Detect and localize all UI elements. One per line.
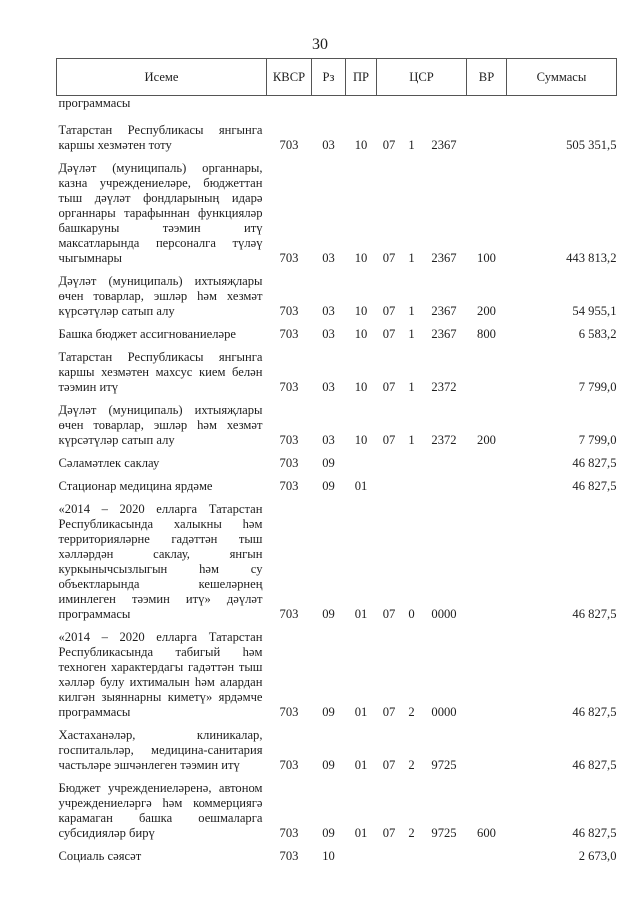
cell-name: Татарстан Республикасы янгынга каршы хезмәтен тоту (58, 123, 263, 152)
table-row (57, 773, 617, 841)
cell-csr1 (377, 96, 402, 112)
cell-csr1: 07 (382, 327, 396, 341)
table-row (57, 448, 617, 471)
cell-rz: 03 (322, 138, 335, 152)
cell-pr: 01 (354, 705, 368, 719)
cell-csr1: 07 (382, 138, 396, 152)
cell-sum: 443 813,2 (566, 251, 617, 265)
cell-kvsr: 703 (279, 456, 299, 470)
cell-csr3 (422, 841, 467, 864)
cell-rz: 03 (322, 304, 335, 318)
cell-pr: 10 (354, 138, 368, 152)
cell-csr1: 07 (382, 607, 396, 621)
cell-name: Башка бюджет ассигнованиеләре (58, 327, 236, 341)
cell-csr3: 9725 (431, 826, 457, 840)
table-row (57, 720, 617, 773)
cell-sum: 54 955,1 (572, 304, 617, 318)
cell-name: Хастаханәләр, клиникалар, госпитальләр, медицина-санитария частьләре эшчәнлеген тәэмин итү (58, 728, 263, 772)
cell-vr: 100 (477, 251, 496, 265)
cell-name: Стационар медицина ярдәме (58, 479, 213, 493)
cell-csr3 (422, 96, 467, 112)
cell-sum: 46 827,5 (572, 705, 617, 719)
cell-csr1: 07 (382, 304, 396, 318)
cell-csr2: 2 (408, 826, 415, 840)
table-row (57, 395, 617, 448)
table-header (57, 59, 617, 96)
budget-table (56, 58, 617, 864)
cell-sum: 7 799,0 (578, 380, 617, 394)
cell-csr3: 2372 (431, 433, 457, 447)
cell-rz: 09 (322, 479, 335, 493)
page-number: 30 (312, 36, 328, 53)
cell-csr2: 2 (408, 758, 415, 772)
cell-csr3 (422, 448, 467, 471)
cell-vr (467, 471, 507, 494)
cell-rz: 03 (322, 433, 335, 447)
cell-vr: 200 (477, 433, 496, 447)
cell-csr2 (402, 471, 422, 494)
table-body (57, 96, 617, 865)
cell-rz: 09 (322, 826, 335, 840)
cell-csr2: 1 (408, 304, 415, 318)
cell-kvsr: 703 (279, 479, 299, 493)
cell-kvsr: 703 (279, 849, 299, 863)
cell-rz: 03 (322, 251, 335, 265)
cell-name: «2014 – 2020 елларга Татарстан Республикасында табигый һәм техноген характердагы гадәттән тыш хәлләр булу ихтималын һәм алардан килгән зыяннарны киметү» ярдәмче программасы (58, 630, 263, 719)
cell-rz: 09 (322, 607, 335, 621)
table-row (57, 471, 617, 494)
cell-vr (467, 342, 507, 395)
cell-kvsr: 703 (279, 327, 299, 341)
cell-rz (312, 96, 346, 112)
cell-csr1: 07 (382, 433, 396, 447)
cell-vr (467, 720, 507, 773)
table-header-row (57, 59, 617, 96)
cell-sum: 46 827,5 (572, 758, 617, 772)
cell-name: Дәүләт (муниципаль) ихтыяҗлары өчен товарлар, эшләр һәм хезмәт күрсәтүләр сатып алу (58, 274, 263, 318)
cell-csr2: 1 (408, 380, 415, 394)
cell-vr (467, 494, 507, 622)
cell-csr1: 07 (382, 380, 396, 394)
cell-pr: 10 (354, 433, 368, 447)
cell-name: «2014 – 2020 елларга Татарстан Республикасында халыкны һәм территорияләрне гадәттән тыш хәлләрдән саклау, янгын куркынычсызлыгын һәм су объектларында кешеләрнең иминлеген тәэмин итү» дәүләт программасы (58, 502, 263, 621)
cell-csr3: 2367 (431, 138, 457, 152)
cell-name: Бюджет учреждениеләренә, автоном учреждениеләргә һәм коммерциягә карамаган башка оешмаларга субсидияләр бирү (58, 781, 263, 840)
cell-sum: 46 827,5 (572, 479, 617, 493)
cell-pr: 01 (354, 607, 368, 621)
cell-name: программасы (58, 96, 131, 110)
cell-csr2: 2 (408, 705, 415, 719)
cell-sum: 46 827,5 (572, 456, 617, 470)
cell-sum: 6 583,2 (578, 327, 617, 341)
table-row (57, 342, 617, 395)
cell-csr3: 9725 (431, 758, 457, 772)
cell-csr3: 2372 (431, 380, 457, 394)
cell-pr: 10 (354, 327, 368, 341)
cell-kvsr: 703 (279, 251, 299, 265)
cell-sum: 7 799,0 (578, 433, 617, 447)
cell-rz: 03 (322, 327, 335, 341)
cell-csr3 (422, 471, 467, 494)
cell-sum: 2 673,0 (578, 849, 617, 863)
cell-csr3: 2367 (431, 304, 457, 318)
cell-vr (467, 448, 507, 471)
cell-name: Дәүләт (муниципаль) органнары, казна учреждениеләре, бюджеттан тыш дәүләт фондларының идарә органнары тарафыннан функцияләр башкаруны тәэмин итү максатларында персоналга түләү чыгымнары (58, 161, 263, 265)
cell-pr: 01 (354, 758, 368, 772)
header-kvsr: КВСР (267, 59, 312, 96)
cell-csr3: 2367 (431, 251, 457, 265)
cell-csr1: 07 (382, 251, 396, 265)
cell-rz: 03 (322, 380, 335, 394)
table-row (57, 153, 617, 266)
cell-kvsr: 703 (279, 433, 299, 447)
cell-kvsr: 703 (279, 304, 299, 318)
table-row (57, 266, 617, 319)
cell-csr1 (377, 841, 402, 864)
header-pr: ПР (346, 59, 377, 96)
cell-csr1 (377, 448, 402, 471)
cell-pr (346, 841, 377, 864)
header-vr: ВР (467, 59, 507, 96)
cell-csr2: 1 (408, 138, 415, 152)
cell-kvsr (267, 96, 312, 112)
table-row (57, 111, 617, 153)
header-name: Исеме (57, 59, 267, 96)
cell-csr1 (377, 471, 402, 494)
cell-rz: 10 (322, 849, 335, 863)
cell-pr: 01 (354, 479, 368, 493)
cell-sum (507, 96, 617, 112)
cell-vr (467, 96, 507, 112)
cell-csr3: 0000 (431, 607, 457, 621)
cell-csr2: 1 (408, 433, 415, 447)
cell-pr (346, 96, 377, 112)
header-csr: ЦСР (377, 59, 467, 96)
cell-vr: 600 (477, 826, 496, 840)
table-row (57, 96, 617, 112)
cell-pr: 10 (354, 304, 368, 318)
cell-csr2: 0 (408, 607, 415, 621)
cell-vr: 800 (477, 327, 496, 341)
cell-vr (467, 622, 507, 720)
table-row (57, 319, 617, 342)
header-rz: Рз (312, 59, 346, 96)
cell-kvsr: 703 (279, 607, 299, 621)
cell-vr (467, 111, 507, 153)
cell-pr: 10 (354, 380, 368, 394)
cell-csr1: 07 (382, 758, 396, 772)
cell-csr1: 07 (382, 705, 396, 719)
cell-sum: 505 351,5 (566, 138, 617, 152)
cell-name: Социаль сәясәт (58, 849, 142, 863)
cell-kvsr: 703 (279, 138, 299, 152)
cell-csr3: 0000 (431, 705, 457, 719)
cell-rz: 09 (322, 705, 335, 719)
table-row (57, 622, 617, 720)
cell-csr2 (402, 96, 422, 112)
cell-name: Дәүләт (муниципаль) ихтыяҗлары өчен товарлар, эшләр һәм хезмәт күрсәтүләр сатып алу (58, 403, 263, 447)
cell-vr: 200 (477, 304, 496, 318)
cell-name: Сәламәтлек саклау (58, 456, 160, 470)
cell-kvsr: 703 (279, 380, 299, 394)
cell-csr2: 1 (408, 251, 415, 265)
cell-rz: 09 (322, 758, 335, 772)
cell-rz: 09 (322, 456, 335, 470)
cell-csr2 (402, 448, 422, 471)
cell-name: Татарстан Республикасы янгынга каршы хезмәтен махсус кием белән тәэмин итү (58, 350, 263, 394)
cell-pr (346, 448, 377, 471)
table-row (57, 494, 617, 622)
cell-csr2 (402, 841, 422, 864)
cell-csr3: 2367 (431, 327, 457, 341)
cell-pr: 10 (354, 251, 368, 265)
cell-pr: 01 (354, 826, 368, 840)
cell-kvsr: 703 (279, 758, 299, 772)
cell-vr (467, 841, 507, 864)
cell-sum: 46 827,5 (572, 607, 617, 621)
cell-kvsr: 703 (279, 705, 299, 719)
header-sum: Суммасы (507, 59, 617, 96)
cell-csr1: 07 (382, 826, 396, 840)
cell-sum: 46 827,5 (572, 826, 617, 840)
table-row (57, 841, 617, 864)
cell-kvsr: 703 (279, 826, 299, 840)
cell-csr2: 1 (408, 327, 415, 341)
